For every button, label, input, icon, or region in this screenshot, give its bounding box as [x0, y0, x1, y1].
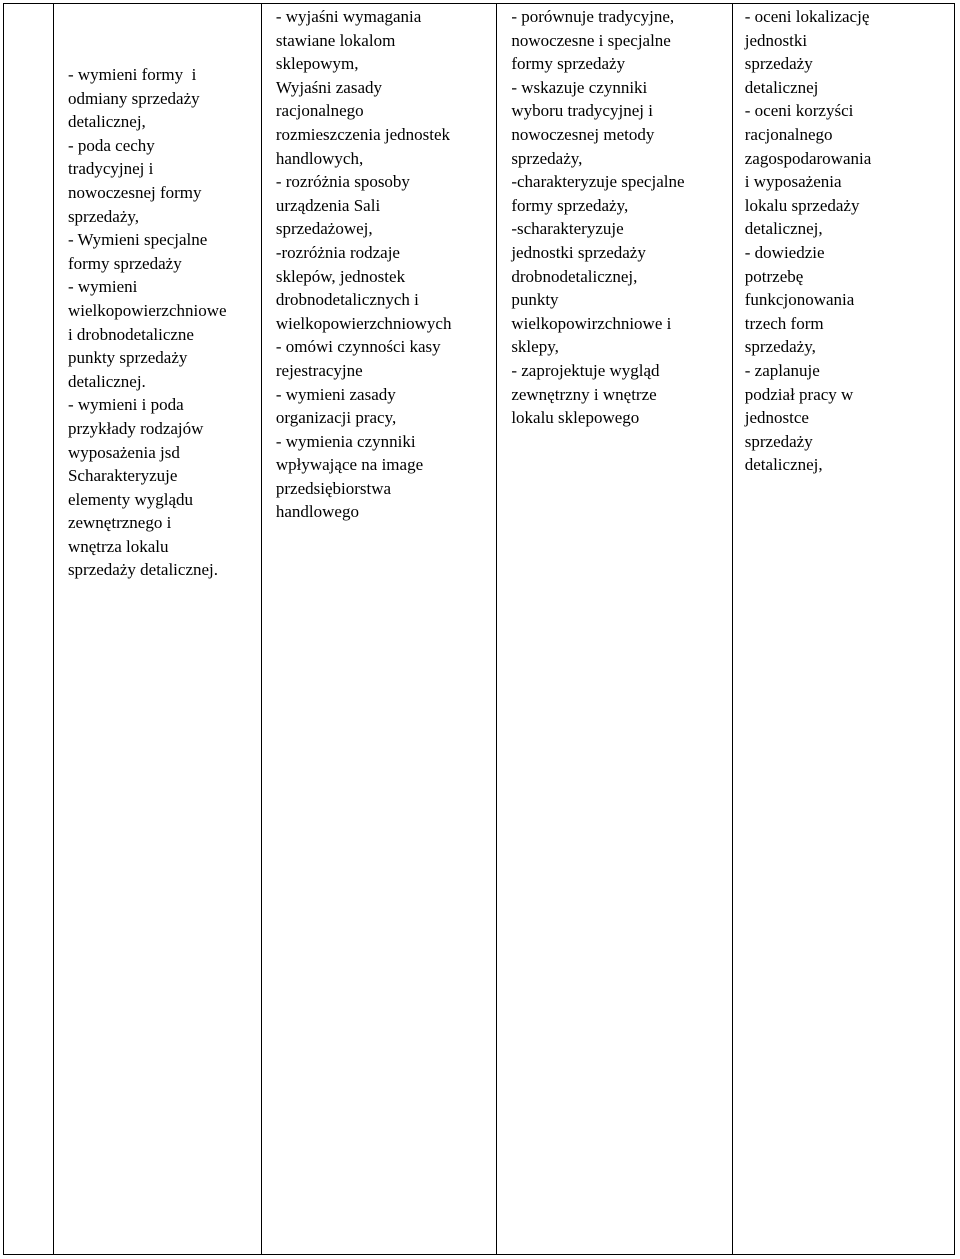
requirements-table [3, 3, 955, 1255]
cell-text-extended-requirements: - wyjaśni wymagania stawiane lokalom sklepowym, Wyjaśni zasady racjonalnego rozmieszczenia jednostek handlowych, - rozróżnia sposoby urządzenia Sali sprzedażowej, -rozróżnia rodzaje sklepów, jednostek drobnodetalicznych i wielkopowierzchniowych - omówi czynności kasy rejestracyjne - wymieni zasady organizacji pracy, - wymienia czynniki wpływające na image przedsiębiorstwa handlowego [275, 7, 452, 522]
cell-text-complete-requirements: - porównuje tradycyjne, nowoczesne i specjalne formy sprzedaży - wskazuje czynniki wyboru tradycyjnej i nowoczesnej metody sprzedaży, -charakteryzuje specjalne formy sprzedaży, -scharakteryzuje jednostki sprzedaży drobnodetalicznej, punkty wielkopowirzchniowe i sklepy, - zaprojektuje wygląd zewnętrzny i wnętrze lokalu sklepowego [511, 7, 685, 428]
table-cell-basic-requirements [53, 4, 261, 1255]
table-cell-advanced-requirements [732, 4, 954, 1255]
cell-text-basic-requirements: - wymieni formy i odmiany sprzedaży detalicznej, - poda cechy tradycyjnej i nowoczesnej formy sprzedaży, - Wymieni specjalne formy sprzedaży - wymieni wielkopowierzchniowe i drobnodetaliczne punkty sprzedaży detalicznej. - wymieni i poda przykłady rodzajów wyposażenia jsd Scharakteryzuje elementy wyglądu zewnętrznego i wnętrza lokalu sprzedaży detalicznej. [67, 65, 227, 580]
table-cell-empty [4, 4, 54, 1255]
table-cell-complete-requirements [497, 4, 732, 1255]
table-cell-extended-requirements [261, 4, 496, 1255]
table-row [4, 4, 955, 1255]
cell-text-advanced-requirements: - oceni lokalizację jednostki sprzedaży detalicznej - oceni korzyści racjonalnego zagospodarowania i wyposażenia lokalu sprzedaży detalicznej, - dowiedzie potrzebę funkcjonowania trzech form sprzedaży, - zaplanuje podział pracy w jednostce sprzedaży detalicznej, [744, 7, 872, 475]
